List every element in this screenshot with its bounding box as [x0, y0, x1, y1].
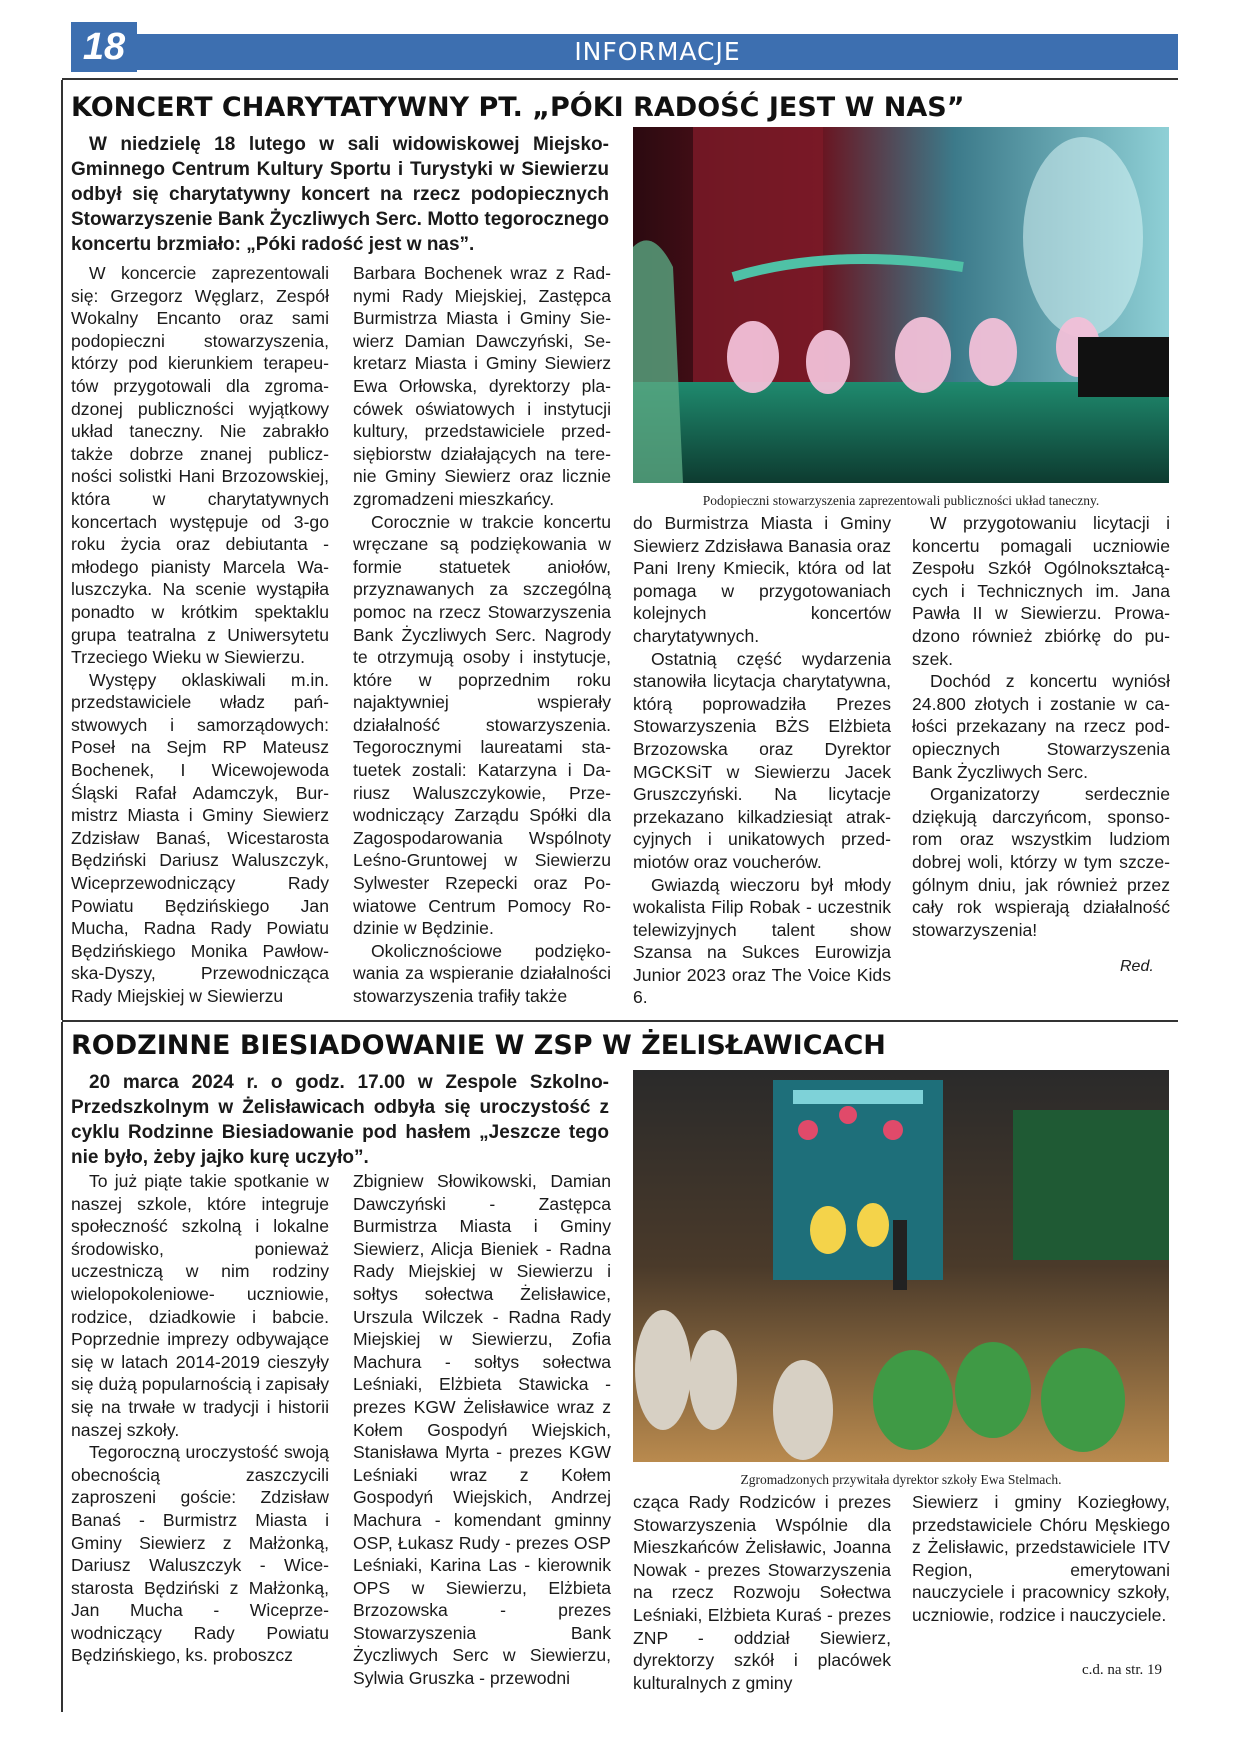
article2-col4-paragraph: Siewierz i gminy Koziegłowy, przedstawiciele Chóru Męskiego z Żelisławic, przedstawiciele ITV Region, emerytowani nauczyciele i pracownicy szkoły, uczniowie, rodzice i nauczyciele. — [912, 1492, 1170, 1625]
article-divider — [62, 1020, 1178, 1022]
article1-lead: W niedzielę 18 lutego w sali widowiskowej Miejsko-Gminnego Centrum Kultury Sportu i Turystyki w Siewierzu odbył się charytatywny koncert na rzecz podopiecznych Stowarzyszenie Bank Życzliwych Serc. Motto tegorocznego koncertu brzmiało: „Póki radość jest w nas”. — [71, 134, 609, 255]
dance-stage-illustration — [633, 127, 1169, 483]
article2-photo-school-event — [633, 1070, 1169, 1462]
article2-column-3 — [633, 1491, 891, 1711]
article2-col1-paragraph: To już piąte takie spotkanie w naszej szkole, które integruje społeczność szkolną i lokalne środowisko, ponieważ uczestniczą w nim rodziny wielopokoleniowe- uczniowie, rodzice, dziadkowie i babcie. Poprzednie imprezy odbywające się w latach 2014-2019 cieszyły się dużą popularnością i zapisały się na trwałe w tradycji i historii naszej szkoły. — [71, 1171, 329, 1440]
page-number: 18 — [71, 22, 137, 72]
article1-col3-paragraph: Ostatnią część wydarzenia stanowiła licytacja charytatywna, którą poprowadziła Prezes Stowarzyszenia BŻS Elżbieta Brzozowska oraz Dyrektor MGCKSiT w Siewierzu Jacek Gruszczyński. Na licytacje przekazano kilkadziesiąt atrakcyjnych i unikatowych przedmiotów oraz voucherów. — [633, 648, 891, 872]
article2-col2-paragraph: Zbigniew Słowikowski, Damian Dawczyński - Zastępca Burmistrza Miasta i Gminy Siewierz, Alicja Bieniek - Radna Rady Miejskiej w Siewierzu i sołtys sołectwa Żelisławice, Urszula Wilczek - Radna Rady Miejskiej w Siewierzu, Zofia Machura - sołtys sołectwa Leśniaki, Elżbieta Stawicka - prezes KGW Żelisławice wraz z Kołem Gospodyń Wiejskich, Stanisława Myrta - prezes KGW Leśniaki wraz z Kołem Gospodyń Wiejskich, Andrzej Machura - komendant gminny OSP, Łukasz Rudy - prezes OSP Leśniaki, Karina Las - kierownik OPS w Siewierzu, Elżbieta Brzozowska - prezes Stowarzyszenia Bank Życzliwych Serc w Siewierzu, Sylwia Gruszka - przewodni — [353, 1171, 611, 1689]
article1-col1-paragraph: Występy oklaskiwali m.in. przedstawiciele władz państwowych i samorządowych: Poseł na Sejm RP Mateusz Bochenek, I Wicewojewoda Śląski Rafał Adamczyk, Burmistrz Miasta i Gminy Siewierz Zdzisław Banaś, Wicestarosta Będziński Dariusz Waluszczyk, Wiceprzewodniczący Rady Powiatu Będzińskiego Jan Mucha, Radna Rady Powiatu Będzińskiego Monika Pawłowska-Dyszy, Przewodnicząca Rady Miejskiej w Siewierzu — [71, 669, 329, 1006]
article1-column-3 — [633, 512, 891, 1014]
article1-col2-paragraph: Barbara Bochenek wraz z Radnymi Rady Miejskiej, Zastępca Burmistrza Miasta i Gminy Siewierz Damian Dawczyński, Sekretarz Miasta i Gminy Siewierz Ewa Orłowska, dyrektorzy placówek oświatowych i instytucji kultury, przedstawiciele przedsiębiorstw działających na terenie Gminy Siewierz oraz licznie zgromadzeni mieszkańcy. — [353, 263, 611, 509]
article1-col4-paragraph: Dochód z koncertu wyniósł 24.800 złotych i zostanie w całości przekazany na rzecz podopiecznych Stowarzyszenia Bank Życzliwych Serc. — [912, 671, 1170, 782]
school-hall-illustration — [633, 1070, 1169, 1462]
article2-column-2 — [353, 1170, 611, 1710]
article1-photo-caption: Podopieczni stowarzyszenia zaprezentowali publiczności układ taneczny. — [702, 493, 1100, 508]
header-rule — [62, 78, 1178, 80]
article2-photo-caption: Zgromadzonych przywitała dyrektor szkoły Ewa Stelmach. — [740, 1472, 1062, 1487]
article1-title: KONCERT CHARYTATYWNY PT. „PÓKI RADOŚĆ JEST W NAS” — [71, 92, 965, 123]
section-header: INFORMACJE — [137, 34, 1178, 70]
article2-col1-paragraph: Tegoroczną uroczystość swoją obecnością zaszczycili zaproszeni goście: Zdzisław Banaś - Burmistrz Miasta i Gminy Siewierz z Małżonką, Dariusz Waluszczyk - Wicestarosta Będziński z Małżonką, Jan Mucha - Wiceprzewodniczący Rady Powiatu Będzińskiego, ks. proboszcz — [71, 1442, 329, 1666]
article1-col4-paragraph: Organizatorzy serdecznie dziękują darczyńcom, sponsorom oraz wszystkim ludziom dobrej woli, którzy w tym szczególnym dniu, jak również przez cały rok wspierają działalność stowarzyszenia! — [912, 784, 1170, 940]
article1-col1-paragraph: W koncercie zaprezentowali się: Grzegorz Węglarz, Zespół Wokalny Encanto oraz sami podopieczni stowarzyszenia, którzy pod kierunkiem terapeutów przygotowali dla zgromadzonej publiczności wyjątkowy układ taneczny. Nie zabrakło także dobrze znanej publiczności solistki Hani Brzozowskiej, która w charytatywnych koncertach występuje od 3-go roku życia oraz debiutanta - młodego pianisty Marcela Waluszczyka. Na scenie wystąpiła ponadto w krótkim spektaklu grupa teatralna z Uniwersytetu Trzeciego Wieku w Siewierzu. — [71, 263, 329, 668]
article2-lead: 20 marca 2024 r. o godz. 17.00 w Zespole Szkolno-Przedszkolnym w Żelisławicach odbyła się uroczystość z cyklu Rodzinne Biesiadowanie pod hasłem „Jeszcze tego nie było, żeby jajko kurę uczyło”. — [71, 1072, 609, 1168]
article1-column-2 — [353, 262, 611, 1014]
article1-col2-paragraph: Corocznie w trakcie koncertu wręczane są podziękowania w formie statuetek aniołów, przyznawanych za szczególną pomoc na rzecz Stowarzyszenia Bank Życzliwych Serc. Nagrody te otrzymują osoby i instytucje, które w poprzednim roku najaktywniej wspierały działalność stowarzyszenia. Tegorocznymi laureatami statuetek zostali: Katarzyna i Dariusz Waluszczykowie, Przewodniczący Zarządu Spółki dla Zagospodarowania Wspólnoty Leśno-Gruntowej w Siewierzu Sylwester Rzepecki oraz Powiatowe Centrum Pomocy Rodzinie w Będzinie. — [353, 511, 611, 939]
left-rule-article1 — [61, 80, 63, 1020]
article1-col3-paragraph: do Burmistrza Miasta i Gminy Siewierz Zdzisława Banasia oraz Pani Ireny Kmiecik, która od lat pomaga w przygotowaniach kolejnych koncertów charytatywnych. — [633, 513, 891, 646]
article1-photo-dance-performance — [633, 127, 1169, 483]
continued-note: c.d. na str. 19 — [1082, 1662, 1162, 1678]
article2-col3-paragraph: cząca Rady Rodziców i prezes Stowarzyszenia Wspólnie dla Mieszkańców Żelisławic, Joanna Nowak - prezes Stowarzyszenia na rzecz Rozwoju Sołectwa Leśniaki, Elżbieta Kuraś - prezes ZNP - oddział Siewierz, dyrektorzy szkół i placówek kulturalnych z gminy — [633, 1492, 891, 1693]
article2-title: RODZINNE BIESIADOWANIE W ZSP W ŻELISŁAWICACH — [71, 1030, 886, 1061]
article2-column-4 — [912, 1491, 1170, 1631]
article1-col4-paragraph: W przygotowaniu licytacji i koncertu pomagali uczniowie Zespołu Szkół Ogólnokształcących i Technicznych im. Jana Pawła II w Siewierzu. Prowadzono również zbiórkę do puszek. — [912, 513, 1170, 669]
article1-column-1 — [71, 262, 329, 1014]
article1-col3-paragraph: Gwiazdą wieczoru był młody wokalista Filip Robak - uczestnik telewizyjnych talent show Szansa na Sukces Eurowizja Junior 2023 oraz The Voice Kids 6. — [633, 874, 891, 1008]
article1-signature: Red. — [1120, 958, 1154, 975]
article1-column-4 — [912, 512, 1170, 942]
article1-col2-paragraph: Okolicznościowe podziękowania za wspieranie działalności stowarzyszenia trafiły także — [353, 940, 611, 1006]
article2-column-1 — [71, 1170, 329, 1710]
left-rule-article2 — [61, 1022, 63, 1712]
